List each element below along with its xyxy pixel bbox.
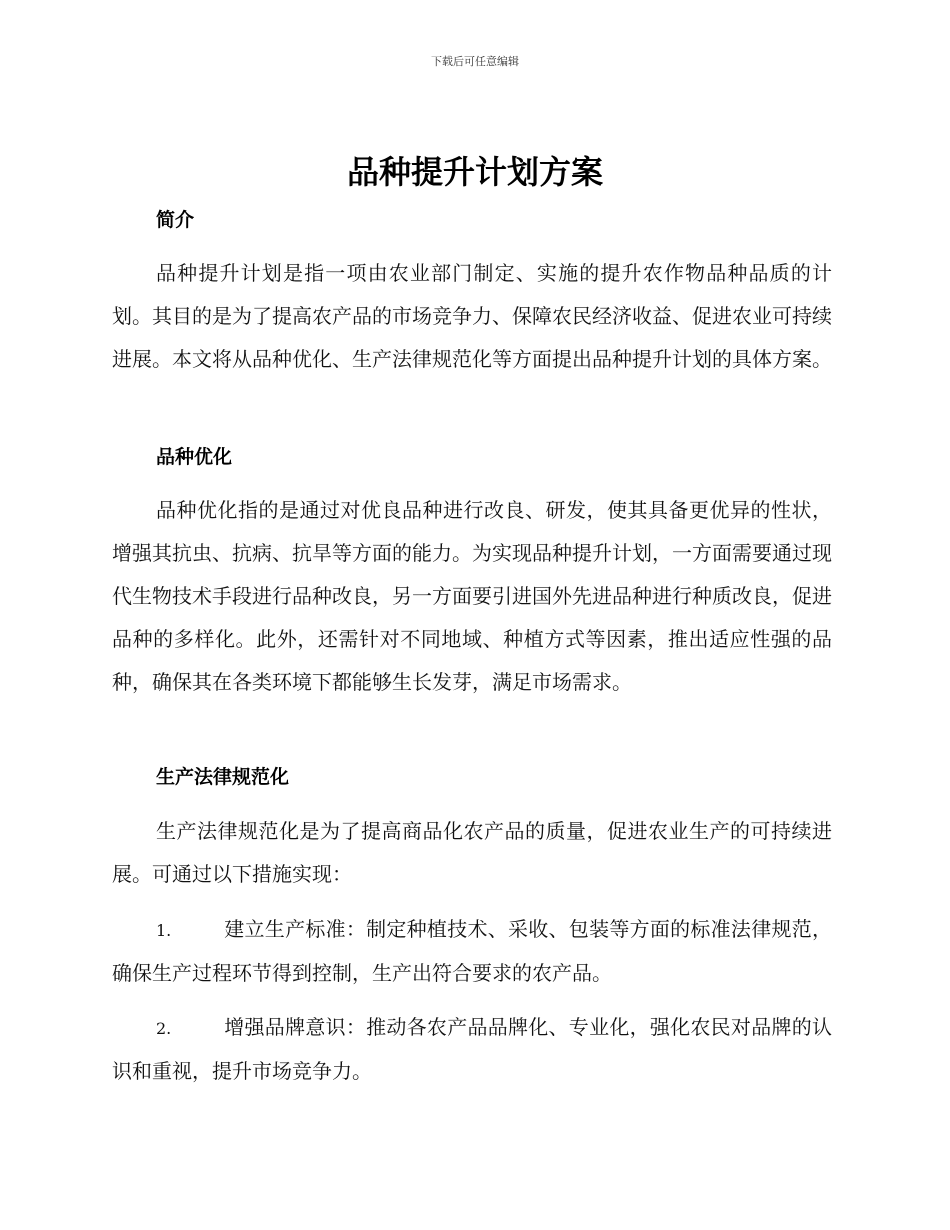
list-item-number: 1. (156, 921, 172, 940)
variety-optimization-paragraph: 品种优化指的是通过对优良品种进行改良、研发，使其具备更优异的性状，增强其抗虫、抗病、抗旱等方面的能力。为实现品种提升计划，一方面需要通过现代生物技术手段进行品种改良，另一方面要引进国外先进品种进行种质改良，促进品种的多样化。此外，还需针对不同地域、种植方式等因素，推出适应性强的品种，确保其在各类环境下都能够生长发芽，满足市场需求。 (112, 498, 832, 694)
list-item-number: 2. (156, 1019, 172, 1038)
page-header: 下载后可任意编辑 (431, 55, 519, 68)
section-heading-production-regulation: 生产法律规范化 (156, 766, 290, 788)
list-item (112, 908, 832, 995)
list-item-text: 增强品牌意识：推动各农产品品牌化、专业化，强化农民对品牌的认识和重视，提升市场竞争力。 (112, 1015, 832, 1083)
section-heading-variety-optimization: 品种优化 (156, 446, 233, 468)
list-item-text: 建立生产标准：制定种植技术、采收、包装等方面的标准法律规范，确保生产过程环节得到控制，生产出符合要求的农产品。 (112, 917, 832, 985)
list-item (112, 1006, 832, 1093)
intro-paragraph: 品种提升计划是指一项由农业部门制定、实施的提升农作物品种品质的计划。其目的是为了提高农产品的市场竞争力、保障农民经济收益、促进农业可持续进展。本文将从品种优化、生产法律规范化等方面提出品种提升计划的具体方案。 (112, 261, 832, 371)
document-title: 品种提升计划方案 (346, 153, 603, 191)
section-heading-intro: 简介 (156, 209, 195, 231)
production-regulation-paragraph: 生产法律规范化是为了提高商品化农产品的质量，促进农业生产的可持续进展。可通过以下措施实现： (112, 819, 832, 886)
